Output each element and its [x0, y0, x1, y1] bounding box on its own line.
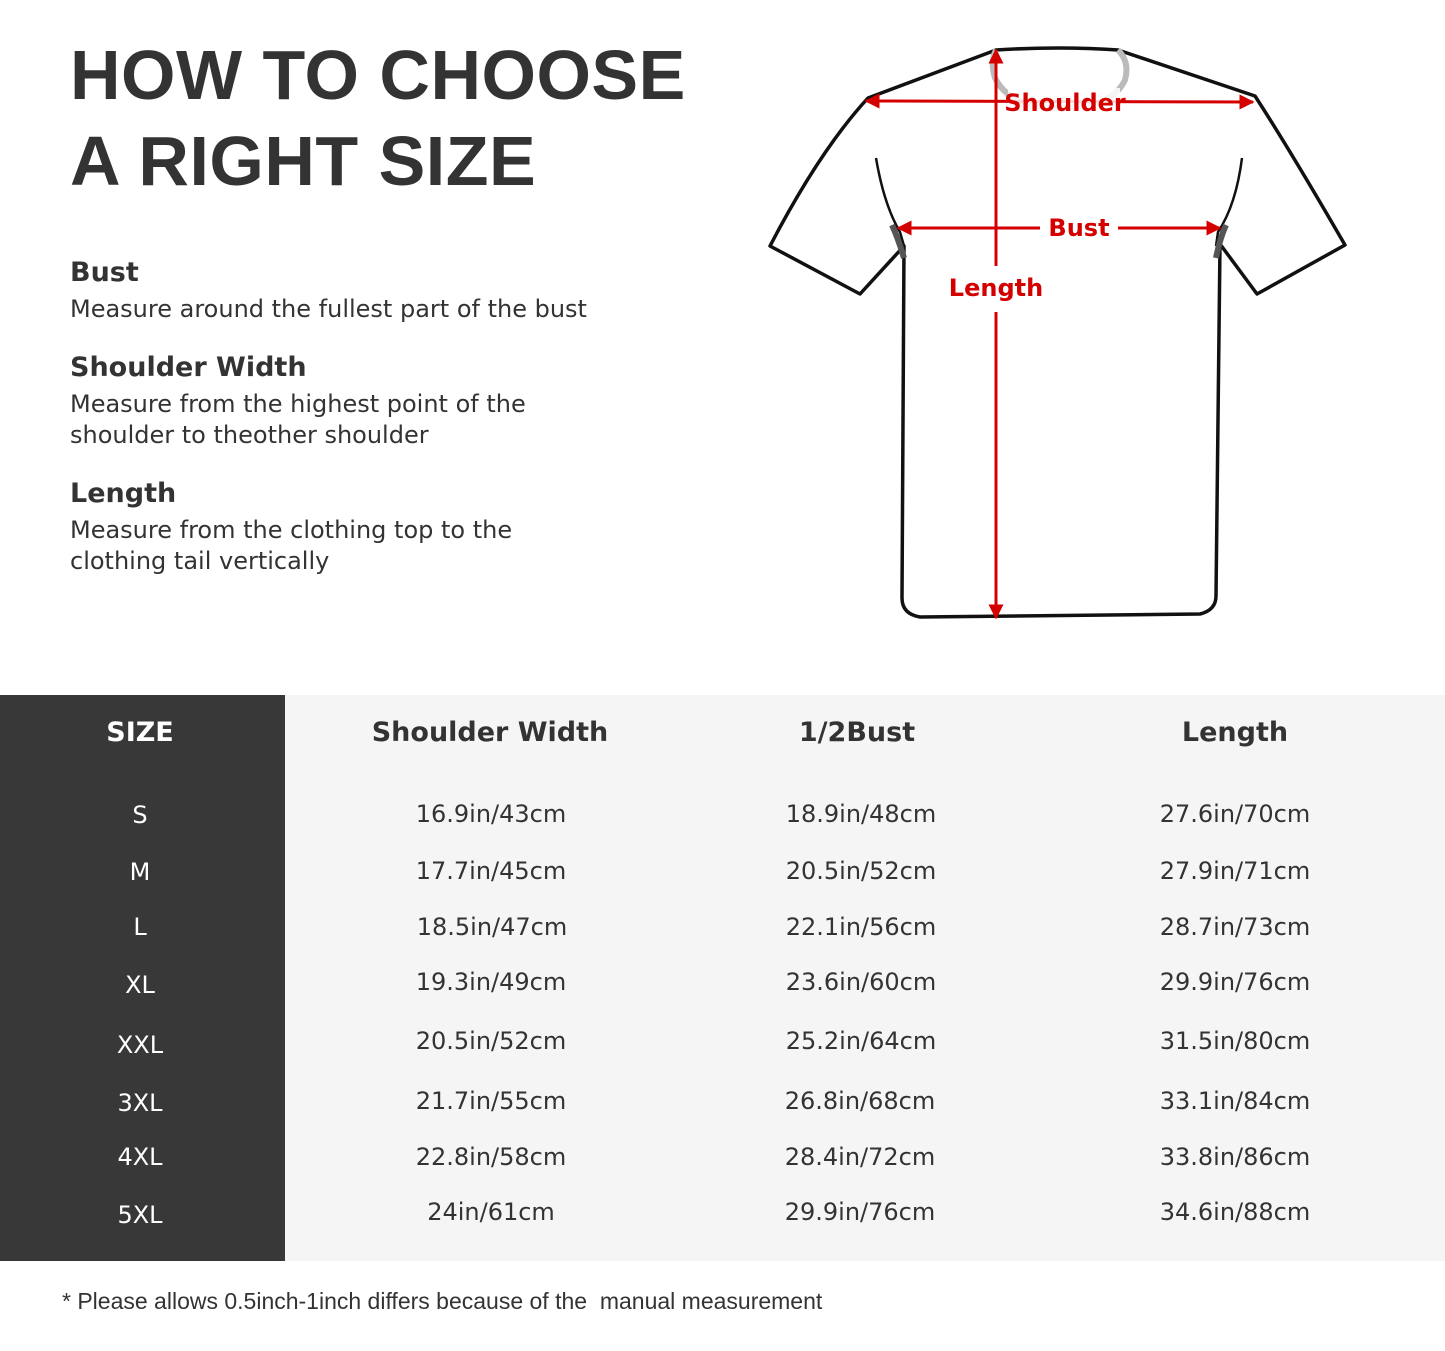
shoulder-label: Shoulder — [1004, 89, 1126, 117]
cell-bust: 25.2in/64cm — [785, 1027, 937, 1055]
cell-shoulder: 17.7in/45cm — [415, 857, 567, 885]
guide-text: clothing tail vertically — [70, 547, 330, 575]
cell-shoulder: 19.3in/49cm — [415, 968, 567, 996]
header-half-bust: 1/2Bust — [798, 717, 916, 748]
size-chart-table — [0, 695, 1445, 1261]
cell-length: 27.9in/71cm — [1159, 857, 1311, 885]
cell-length: 27.6in/70cm — [1159, 800, 1311, 828]
guide-title: Shoulder Width — [70, 352, 307, 383]
length-label: Length — [948, 274, 1044, 302]
cell-length: 33.8in/86cm — [1159, 1143, 1311, 1171]
size-label: XL — [125, 971, 155, 999]
page-title — [70, 32, 686, 204]
guide-shoulder-width — [70, 351, 710, 451]
guide-text: Measure from the highest point of the — [70, 390, 526, 418]
cell-bust: 28.4in/72cm — [784, 1143, 936, 1171]
cell-length: 34.6in/88cm — [1159, 1198, 1311, 1226]
cell-bust: 29.9in/76cm — [784, 1198, 936, 1226]
cell-bust: 23.6in/60cm — [785, 968, 937, 996]
cell-bust: 26.8in/68cm — [784, 1087, 936, 1115]
header-length: Length — [1181, 717, 1289, 748]
guide-title: Bust — [70, 257, 139, 288]
bust-label: Bust — [1048, 214, 1110, 242]
guide-length — [70, 477, 710, 577]
tshirt-diagram — [760, 36, 1360, 636]
size-label: L — [133, 913, 147, 941]
cell-bust: 18.9in/48cm — [785, 800, 937, 828]
title-line-2: A RIGHT SIZE — [70, 122, 537, 200]
cell-shoulder: 24in/61cm — [427, 1198, 555, 1226]
cell-length: 29.9in/76cm — [1159, 968, 1311, 996]
header-shoulder-width: Shoulder Width — [371, 717, 609, 748]
size-label: XXL — [116, 1031, 164, 1059]
size-label: M — [129, 858, 151, 886]
cell-shoulder: 21.7in/55cm — [415, 1087, 567, 1115]
size-label: 4XL — [117, 1143, 163, 1171]
size-label: 3XL — [117, 1089, 163, 1117]
guide-text: Measure from the clothing top to the — [70, 516, 513, 544]
cell-shoulder: 16.9in/43cm — [415, 800, 567, 828]
cell-bust: 22.1in/56cm — [785, 913, 937, 941]
size-column — [0, 695, 285, 1261]
cell-shoulder: 22.8in/58cm — [415, 1143, 567, 1171]
header-size: SIZE — [106, 717, 174, 748]
cell-shoulder: 18.5in/47cm — [416, 913, 568, 941]
cell-length: 31.5in/80cm — [1159, 1027, 1311, 1055]
size-label: S — [132, 801, 148, 829]
measurement-note: * Please allows 0.5inch-1inch differs because of the manual measurement — [62, 1288, 823, 1314]
size-label: 5XL — [117, 1201, 163, 1229]
guide-bust — [70, 256, 710, 325]
cell-length: 33.1in/84cm — [1159, 1087, 1311, 1115]
tshirt-outline — [770, 48, 1345, 617]
measurement-guide — [70, 256, 710, 603]
cell-length: 28.7in/73cm — [1159, 913, 1311, 941]
cell-bust: 20.5in/52cm — [785, 857, 937, 885]
guide-title: Length — [70, 478, 177, 509]
cell-shoulder: 20.5in/52cm — [415, 1027, 567, 1055]
guide-text: shoulder to theother shoulder — [70, 421, 429, 449]
guide-text: Measure around the fullest part of the bust — [70, 295, 587, 323]
title-line-1: HOW TO CHOOSE — [70, 36, 686, 114]
